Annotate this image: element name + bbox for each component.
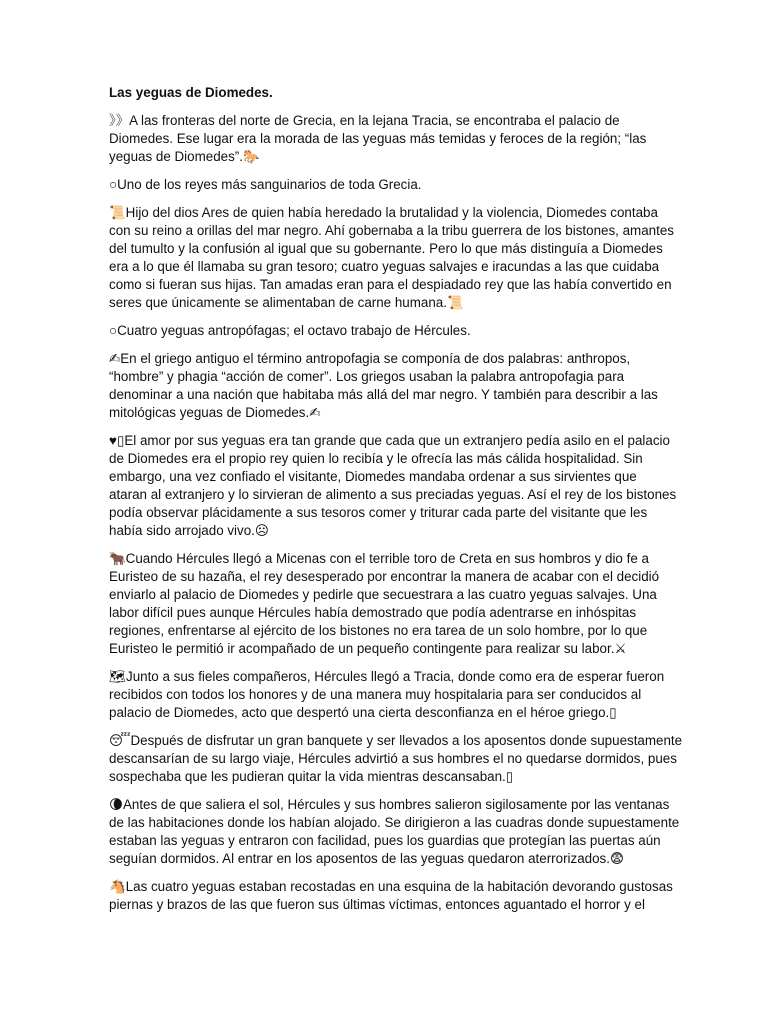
text-line: seguían dormidos. Al entrar en los aposentos de las yeguas quedaron aterrorizados.😨 — [109, 851, 624, 866]
text-line: estaban las yeguas y entraron con facilidad, pues los guardias que protegían las puertas aún — [109, 833, 661, 848]
text-line: ○Uno de los reyes más sanguinarios de toda Grecia. — [109, 177, 422, 192]
text-line: había sido arrojado vivo.☹ — [109, 523, 269, 538]
text-line: “hombre” y phagia “acción de comer”. Los griegos usaban la palabra antropofagia para — [109, 369, 625, 384]
text-line: 🐂Cuando Hércules llegó a Micenas con el terrible toro de Creta en sus hombros y dio fe a — [109, 551, 649, 566]
text-line: era a lo que él llamaba su gran tesoro; cuatro yeguas salvajes e iracundas a las que cuidaba — [109, 259, 660, 274]
text-line: 📜Hijo del dios Ares de quien había heredado la brutalidad y la violencia, Diomedes contaba — [109, 205, 658, 220]
text-line: de las habitaciones donde los habían alojado. Se dirigieron a las cuadras donde supuestamente — [109, 815, 680, 830]
paragraph-micenas — [109, 550, 661, 658]
paragraph-antropofagia — [109, 350, 661, 422]
text-line: como si fueran sus hijas. Tan amadas eran para el despiadado rey que las había convertido en — [109, 277, 672, 292]
text-line: Euristeo de su hazaña, el rey desesperado por encontrar la manera de acabar con el decidió — [109, 569, 660, 584]
text-line: sospechaba que les pudieran quitar la vida mientras descansaban.▯ — [109, 769, 514, 784]
text-line: descansarían de su largo viaje, Hércules advirtió a sus hombres el no quedarse dormidos, pues — [109, 751, 677, 766]
text-line: recibidos con todos los honores y de una manera muy hospitalaria para ser conducidos al — [109, 687, 642, 702]
text-line: yeguas de Diomedes”.🐎 — [109, 149, 260, 164]
text-line: ✍En el griego antiguo el término antropofagia se componía de dos palabras: anthropos, — [109, 351, 631, 366]
text-line: seres que únicamente se alimentaban de carne humana.📜 — [109, 295, 464, 310]
paragraph-subheading-1 — [109, 176, 661, 194]
text-line: palacio de Diomedes, acto que despertó una cierta desconfianza en el héroe griego.▯ — [109, 705, 617, 720]
text-line: ○Cuatro yeguas antropófagas; el octavo trabajo de Hércules. — [109, 323, 471, 338]
text-line: mitológicas yeguas de Diomedes.✍ — [109, 405, 321, 420]
text-line: enviarlo al palacio de Diomedes y pedirle que secuestrara a las cuatro yeguas salvajes. Una — [109, 587, 657, 602]
paragraph-yeguas — [109, 878, 673, 914]
text-line: de Diomedes era el propio rey quien lo recibía y le ofrecía las más cálida hospitalidad. Sin — [109, 451, 643, 466]
text-line: ♥▯El amor por sus yeguas era tan grande que cada que un extranjero pedía asilo en el palacio — [109, 433, 670, 448]
paragraph-diomedes — [109, 204, 674, 312]
text-line: denominar a una nación que habitaba más allá del mar negro. Y también para describir a las — [109, 387, 658, 402]
paragraph-subheading-2 — [109, 322, 661, 340]
text-line: ataran al extranjero y lo sirvieran de alimento a sus preciadas yeguas. Así el rey de los bistones — [109, 487, 677, 502]
paragraph-tracia — [109, 668, 665, 722]
text-line: del tumulto y la confusión al igual que su gobernante. Pero lo que más distinguía a Diomedes — [109, 241, 663, 256]
text-line: podía observar plácidamente a sus tesoros comer y triturar cada parte del visitante que les — [109, 505, 648, 520]
paragraph-amor — [109, 432, 677, 540]
text-line: Diomedes. Ese lugar era la morada de las yeguas más temidas y feroces de la región; “las — [109, 131, 647, 146]
text-line: 🗺Junto a sus fieles compañeros, Hércules llegó a Tracia, donde como era de esperar fueron — [109, 669, 665, 684]
paragraph-banquete — [109, 732, 683, 786]
text-line: regiones, enfrentarse al ejército de los bistones no era tarea de un solo hombre, por lo que — [109, 623, 648, 638]
text-line: con su reino a orillas del mar negro. Ahí gobernaba a la tribu guerrera de los bistones, amantes — [109, 223, 674, 238]
text-line: 🌘Antes de que saliera el sol, Hércules y sus hombres salieron sigilosamente por las ventanas — [109, 797, 670, 812]
text-line: piernas y brazos de las que fueron sus últimas víctimas, entonces aguantado el horror y el — [109, 897, 645, 912]
paragraph-madrugada — [109, 796, 680, 868]
paragraph-intro — [109, 112, 661, 166]
text-line: 😴Después de disfrutar un gran banquete y ser llevados a los aposentos donde supuestamente — [109, 733, 683, 748]
text-line: labor difícil pues aunque Hércules había demostrado que podía adentrarse en inhóspitas — [109, 605, 637, 620]
document-title: Las yeguas de Diomedes. — [109, 85, 273, 100]
text-line: 🐴Las cuatro yeguas estaban recostadas en una esquina de la habitación devorando gustosas — [109, 879, 673, 894]
text-line: embargo, una vez confiado el visitante, Diomedes mandaba ordenar a sus sirvientes que — [109, 469, 637, 484]
text-line: 》》A las fronteras del norte de Grecia, en la lejana Tracia, se encontraba el palacio de — [109, 113, 620, 128]
text-line: Euristeo le permitió ir acompañado de un pequeño contingente para realizar su labor.⚔ — [109, 641, 627, 656]
document-body — [109, 84, 683, 924]
